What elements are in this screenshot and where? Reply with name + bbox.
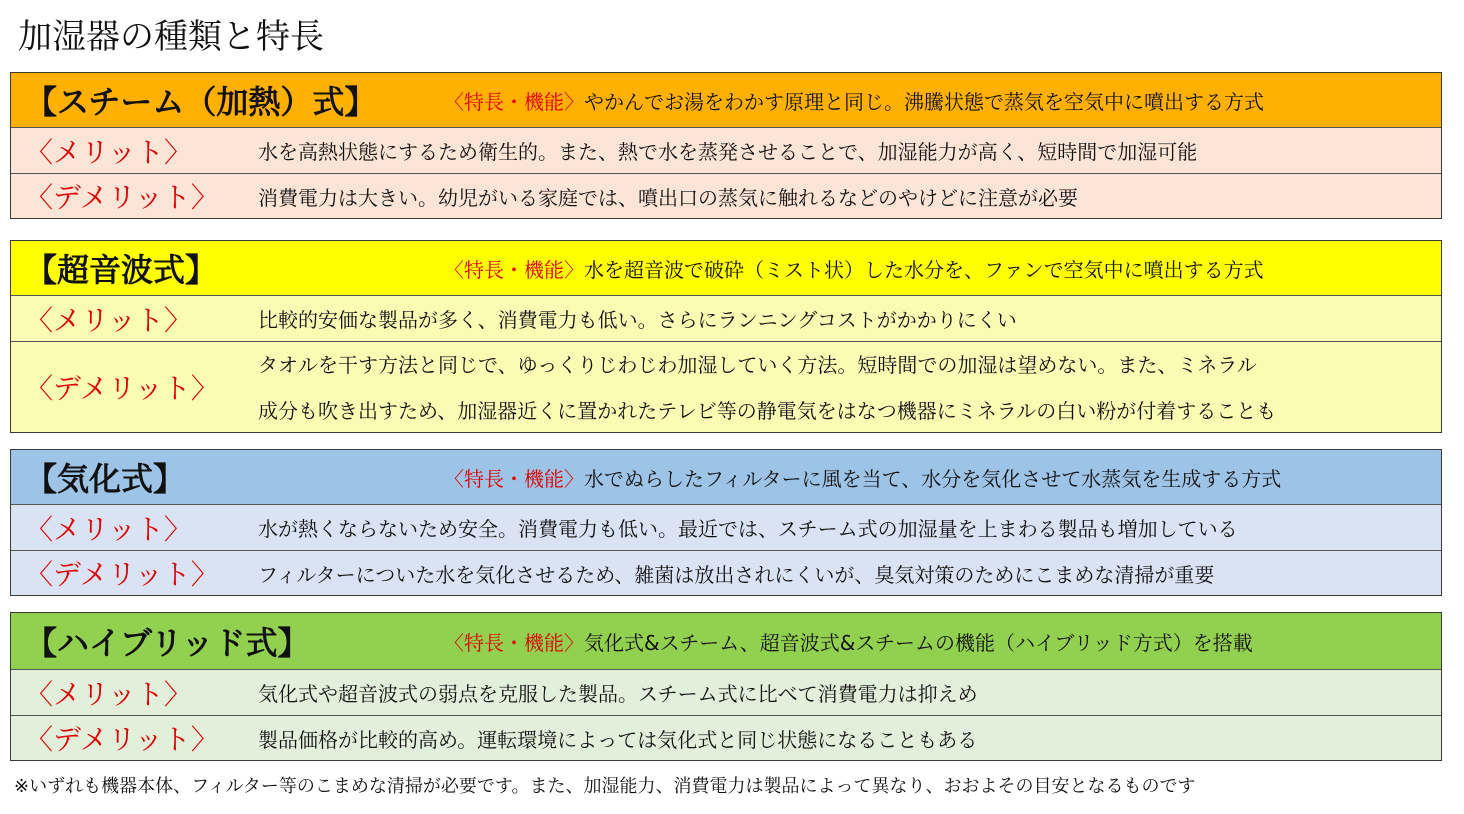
merit-text: 水が熱くならないため安全。消費電力も低い。最近では、スチーム式の加湿量を上まわる製品も増加している	[258, 517, 1238, 541]
demerit-label: 〈デメリット〉	[25, 181, 219, 214]
feature-label: 〈特長・機能〉	[444, 466, 584, 491]
section-title: 【スチーム（加熱）式】	[25, 83, 377, 121]
demerit-label: 〈デメリット〉	[25, 558, 219, 591]
footnote: ※いずれも機器本体、フィルター等のこまめな清掃が必要です。また、加湿能力、消費電力は製品によって異なり、おおよその目安となるものです	[14, 776, 1196, 797]
demerit-text	[258, 342, 1435, 434]
feature-label: 〈特長・機能〉	[444, 89, 584, 114]
feature-row	[444, 73, 1264, 127]
feature-text: やかんでお湯をわかす原理と同じ。沸騰状態で蒸気を空気中に噴出する方式	[584, 89, 1264, 114]
section-header	[11, 241, 1441, 295]
demerit-row	[11, 550, 1441, 595]
feature-row	[444, 241, 1264, 295]
feature-label: 〈特長・機能〉	[444, 630, 584, 655]
section-header	[11, 613, 1441, 669]
merit-label: 〈メリット〉	[25, 677, 192, 711]
section-hybrid	[10, 612, 1442, 761]
merit-label: 〈メリット〉	[25, 512, 192, 546]
merit-text: 比較的安価な製品が多く、消費電力も低い。さらにランニングコストがかかりにくい	[258, 308, 1017, 332]
feature-label: 〈特長・機能〉	[444, 257, 584, 282]
merit-row	[11, 504, 1441, 550]
demerit-text-line: 成分も吹き出すため、加湿器近くに置かれたテレビ等の静電気をはなつ機器にミネラルの白い粉が付着することも	[258, 399, 1277, 423]
page-title: 加湿器の種類と特長	[18, 17, 324, 57]
feature-text: 水を超音波で破砕（ミスト状）した水分を、ファンで空気中に噴出する方式	[584, 257, 1264, 282]
section-title: 【超音波式】	[25, 251, 218, 289]
feature-text: 水でぬらしたフィルターに風を当て、水分を気化させて水蒸気を生成する方式	[584, 466, 1282, 491]
demerit-row	[11, 341, 1441, 432]
section-title: 【ハイブリッド式】	[25, 624, 310, 662]
section-evaporative	[10, 449, 1442, 596]
section-header	[11, 73, 1441, 127]
feature-text: 気化式&スチーム、超音波式&スチームの機能（ハイブリッド方式）を搭載	[584, 630, 1253, 655]
merit-text: 気化式や超音波式の弱点を克服した製品。スチーム式に比べて消費電力は抑えめ	[258, 682, 978, 706]
section-title: 【気化式】	[25, 460, 186, 498]
merit-label: 〈メリット〉	[25, 135, 192, 169]
demerit-text-line: タオルを干す方法と同じで、ゆっくりじわじわ加湿していく方法。短時間での加湿は望めない。また、ミネラル	[258, 353, 1257, 377]
demerit-text: 消費電力は大きい。幼児がいる家庭では、噴出口の蒸気に触れるなどのやけどに注意が必要	[258, 185, 1078, 210]
merit-row	[11, 295, 1441, 341]
section-header	[11, 450, 1441, 504]
demerit-text: フィルターについた水を気化させるため、雑菌は放出されにくいが、臭気対策のためにこまめな清掃が重要	[258, 562, 1215, 587]
merit-text: 水を高熱状態にするため衛生的。また、熱で水を蒸発させることで、加湿能力が高く、短時間で加湿可能	[258, 140, 1198, 164]
merit-label: 〈メリット〉	[25, 303, 192, 337]
demerit-row	[11, 715, 1441, 760]
demerit-label: 〈デメリット〉	[25, 723, 219, 756]
feature-row	[444, 450, 1281, 504]
section-steam	[10, 72, 1442, 219]
merit-row	[11, 669, 1441, 715]
merit-row	[11, 127, 1441, 173]
demerit-row	[11, 173, 1441, 218]
demerit-text: 製品価格が比較的高め。運転環境によっては気化式と同じ状態になることもある	[258, 727, 978, 752]
demerit-label: 〈デメリット〉	[25, 372, 219, 405]
section-ultrasonic	[10, 240, 1442, 433]
feature-row	[444, 613, 1253, 669]
